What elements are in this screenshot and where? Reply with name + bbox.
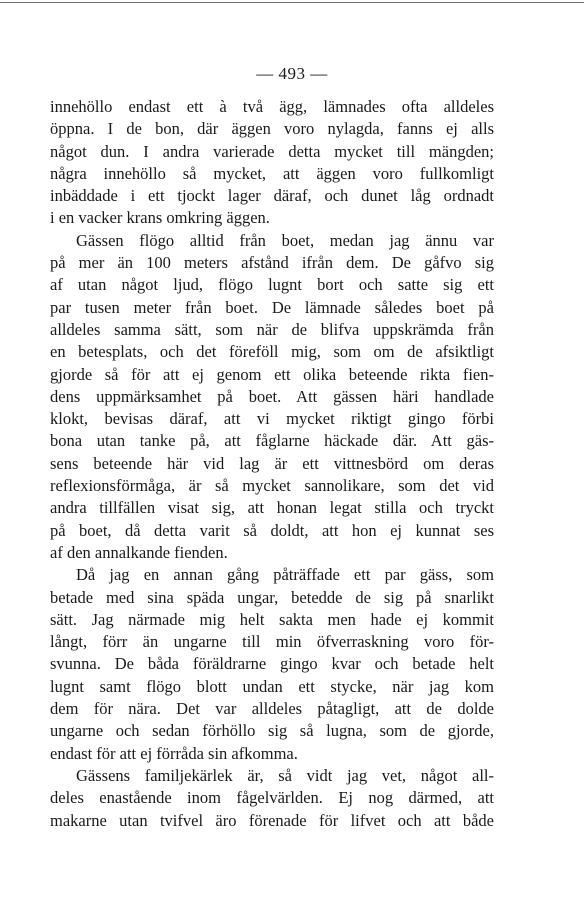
text-line: dem för nära. Det var alldeles påtagligt, att de dolde <box>50 699 494 719</box>
text-line: par tusen meter från boet. De lämnade således boet på <box>50 297 494 317</box>
text-line: sätt. Jag närmade mig helt sakta men hade ej kommit <box>50 609 494 629</box>
text-line: några innehöllo så mycket, att äggen voro fullkomligt <box>50 163 494 183</box>
text-line: på mer än 100 meters afstånd ifrån dem. De gåfvo sig <box>50 253 494 273</box>
text-line: af den annalkande fienden. <box>50 542 228 562</box>
text-line: bona utan tanke på, att fåglarne häckade där. Att gäs- <box>50 431 494 451</box>
text-line: endast för att ej förråda sin afkomma. <box>50 743 298 763</box>
text-line: Gässen flögo alltid från boet, medan jag ännu var <box>76 230 494 250</box>
text-line: af utan något ljud, flögo lugnt bort och satte sig ett <box>50 275 494 295</box>
text-line: något dun. I andra varierade detta mycket till mängden; <box>50 141 494 161</box>
page-number: — 493 — <box>256 64 328 83</box>
text-line: innehöllo endast ett à två ägg, lämnades ofta alldeles <box>50 97 494 116</box>
text-line: en betesplats, och det föreföll mig, som om de afsiktligt <box>50 342 494 362</box>
paragraph-3 <box>50 564 494 765</box>
text-line: reflexionsförmåga, är så mycket sannolikare, som det vid <box>50 476 494 496</box>
text-line: Gässens familjekärlek är, så vidt jag vet, något all- <box>76 765 494 785</box>
text-line: klokt, bevisas däraf, att vi mycket riktigt gingo förbi <box>50 409 494 429</box>
paragraph-2 <box>50 230 494 564</box>
text-line: dens uppmärksamhet på boet. Att gässen häri handlade <box>50 386 494 406</box>
paragraph-4 <box>50 765 494 832</box>
text-line: deles enastående inom fågelvärlden. Ej nog därmed, att <box>50 788 494 808</box>
body-text <box>50 96 494 832</box>
text-line: långt, förr än ungarne till min öfverraskning voro för- <box>50 632 494 652</box>
text-line: andra tillfällen visat sig, att honan legat stilla och tryckt <box>50 498 494 518</box>
text-line: ungarne och sedan förhöllo sig så lugna, som de gjorde, <box>50 721 494 741</box>
text-line: på boet, då detta varit så doldt, att hon ej kunnat ses <box>50 520 494 540</box>
text-line: i en vacker krans omkring äggen. <box>50 208 270 228</box>
text-line: lugnt samt flögo blott undan ett stycke, när jag kom <box>50 676 494 696</box>
text-line: inbäddade i ett tjockt lager däraf, och dunet låg ordnadt <box>50 186 494 206</box>
text-line: öppna. I de bon, där äggen voro nylagda, fanns ej alls <box>50 119 494 139</box>
top-rule <box>0 2 584 3</box>
text-line: alldeles samma sätt, som när de blifva uppskrämda från <box>50 319 494 339</box>
text-line: svunna. De båda föräldrarne gingo kvar och betade helt <box>50 654 494 674</box>
text-line: makarne utan tvifvel äro förenade för lifvet och att både <box>50 810 494 830</box>
paragraph-1 <box>50 96 494 230</box>
text-line: Då jag en annan gång påträffade ett par gäss, som <box>76 565 494 585</box>
text-line: gjorde så för att ej genom ett olika beteende rikta fien- <box>50 364 494 384</box>
text-line: betade med sina späda ungar, betedde de sig på snarlikt <box>50 587 494 607</box>
text-line: sens beteende här vid lag är ett vittnesbörd om deras <box>50 453 494 473</box>
